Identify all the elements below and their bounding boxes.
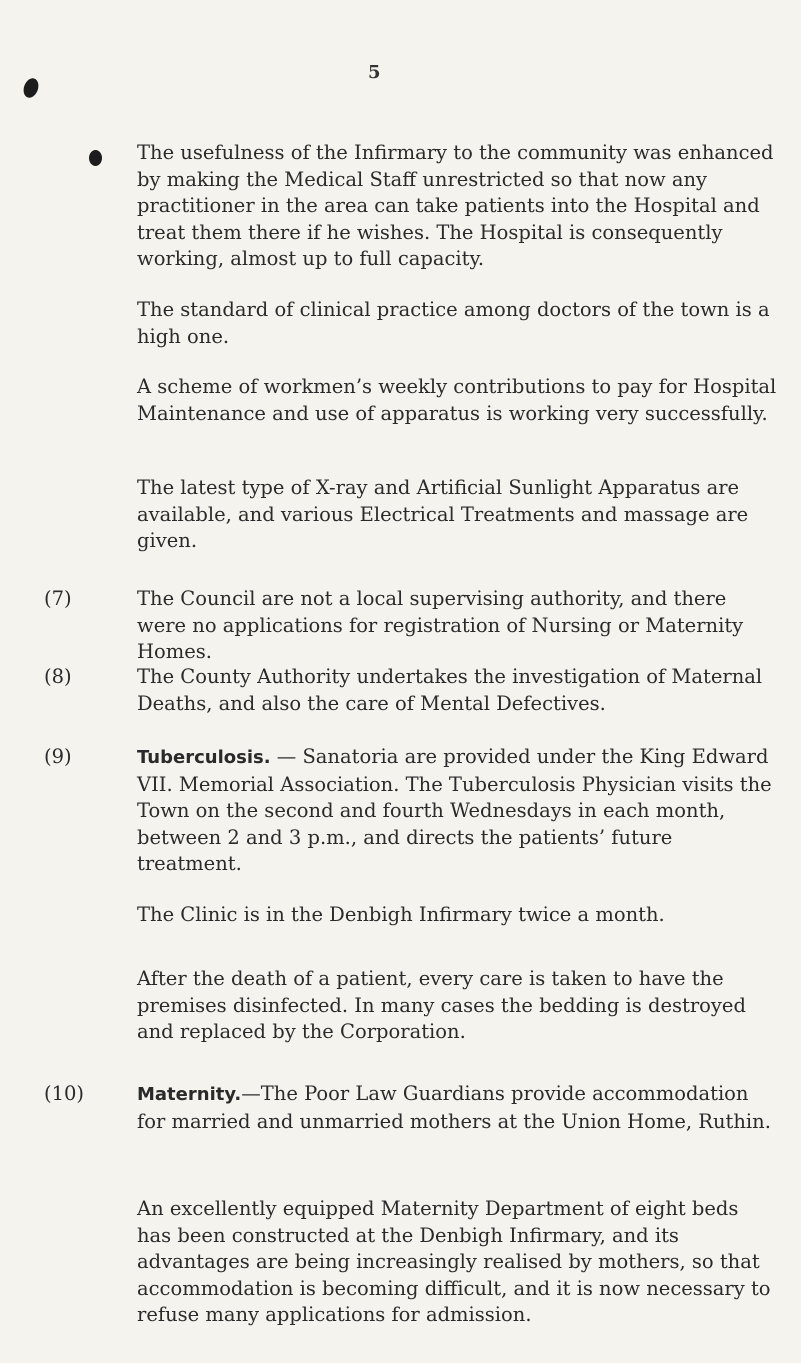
section-number: (9) [44,745,72,768]
paragraph-clinic [137,902,777,929]
paragraph-clinical-standard [137,297,777,350]
section-number: (7) [44,587,72,610]
section-number: (8) [44,665,72,688]
paragraph-infirmary-usefulness [137,140,777,273]
section-heading: Maternity. [137,1084,242,1105]
paragraph-disinfection [137,966,777,1046]
paragraph-text: The Council are not a local supervising authority, and there were no applications for registration of Nursing or Maternity Homes. [137,587,744,663]
paragraph-tuberculosis [137,744,777,878]
paragraph-text: A scheme of workmen’s weekly contributions to pay for Hospital Maintenance and use of apparatus is working very successfully. [137,375,777,425]
paragraph-text: After the death of a patient, every care is taken to have the premises disinfected. In many cases the bedding is destroyed and replaced by the Corporation. [137,967,746,1043]
paragraph-text: The County Authority undertakes the investigation of Maternal Deaths, and also the care of Mental Defectives. [137,665,763,715]
section-number: (10) [44,1082,85,1105]
page-number: 5 [368,62,381,83]
ink-blot [21,76,41,100]
paragraph-text: —The Poor Law Guardians provide accommodation for married and unmarried mothers at the Union Home, Ruthin. [137,1082,771,1133]
paragraph-text: The latest type of X-ray and Artificial Sunlight Apparatus are available, and various Electrical Treatments and massage are given. [137,476,749,552]
paragraph-text: The usefulness of the Infirmary to the community was enhanced by making the Medical Staff unrestricted so that now any practitioner in the area can take patients into the Hospital and treat them there if he wishes. The Hospital is consequently working, almost up to full capacity. [137,141,774,270]
paragraph-maternity-department [137,1196,777,1329]
section-heading: Tuberculosis. [137,747,271,768]
paragraph-text: The Clinic is in the Denbigh Infirmary twice a month. [137,903,665,926]
ink-blot [89,150,102,166]
paragraph-xray-apparatus [137,475,777,555]
paragraph-text: The standard of clinical practice among doctors of the town is a high one. [137,298,770,348]
paragraph-workmen-scheme [137,374,777,427]
paragraph-council-authority [137,586,777,666]
paragraph-text: — Sanatoria are provided under the King Edward VII. Memorial Association. The Tuberculosis Physician visits the Town on the second and fourth Wednesdays in each month, between 2 and 3 p.m., and directs the patients’ future treatment. [137,745,772,875]
paragraph-maternity [137,1081,777,1135]
paragraph-county-authority [137,664,777,717]
paragraph-text: An excellently equipped Maternity Department of eight beds has been constructed at the Denbigh Infirmary, and its advantages are being increasingly realised by mothers, so that accommodation is becoming difficult, and it is now necessary to refuse many applications for admission. [137,1197,771,1326]
